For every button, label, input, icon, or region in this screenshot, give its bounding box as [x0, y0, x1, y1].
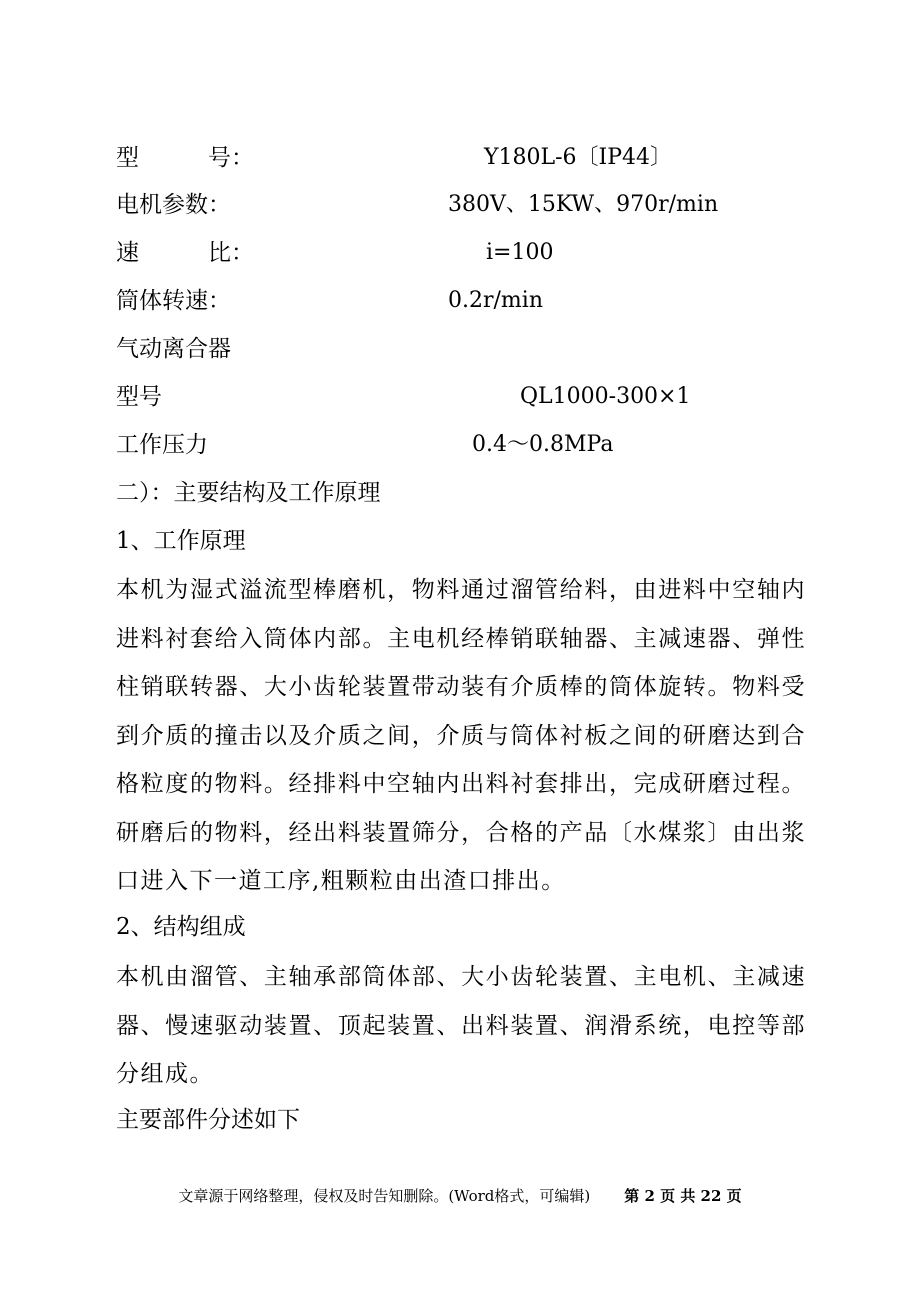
footer-note: 文章源于网络整理，侵权及时告知删除。(Word格式，可编辑): [178, 1187, 591, 1205]
spec-label-clutch-model: 型号: [116, 384, 162, 410]
spec-value-ratio: i=100: [486, 240, 554, 265]
spec-label-drum-speed: 筒体转速：: [116, 288, 231, 314]
parts-heading: 主要部件分述如下: [116, 1107, 300, 1133]
spec-value-motor-params: 380V、15KW、970r/min: [448, 192, 719, 217]
clutch-heading: 气动离合器: [116, 336, 231, 362]
sub2-heading: 2、结构组成: [116, 914, 246, 940]
spec-label-ratio: 速 比：: [116, 240, 254, 266]
spec-value-clutch-model: QL1000-300×1: [520, 384, 691, 409]
spec-value-work-pressure: 0.4～0.8MPa: [472, 432, 614, 457]
spec-label-work-pressure: 工作压力: [116, 432, 208, 458]
sub2-paragraph: 本机由溜管、主轴承部筒体部、大小齿轮装置、主电机、主减速器、慢速驱动装置、顶起装置、出料装置、润滑系统，电控等部分组成。: [116, 964, 806, 1087]
page-footer: [0, 1186, 920, 1206]
spec-value-drum-speed: 0.2r/min: [448, 288, 543, 313]
footer-page-info: 第 2 页 共 22 页: [624, 1187, 742, 1205]
section-heading: 二）：主要结构及工作原理: [116, 480, 381, 506]
sub1-heading: 1、工作原理: [116, 528, 246, 554]
spec-value-model: Y180L-6〔IP44〕: [484, 145, 673, 170]
spec-label-motor-params: 电机参数：: [116, 192, 231, 218]
sub1-paragraph: 本机为湿式溢流型棒磨机，物料通过溜管给料，由进料中空轴内进料衬套给入筒体内部。主电机经棒销联轴器、主减速器、弹性柱销联转器、大小齿轮装置带动装有介质棒的筒体旋转。物料受到介质的撞击以及介质之间，介质与筒体衬板之间的研磨达到合格粒度的物料。经排料中空轴内出料衬套排出，完成研磨过程。研磨后的物料，经出料装置筛分，合格的产品〔水煤浆〕由出浆口进入下一道工序,粗颗粒由出渣口排出。: [116, 577, 806, 894]
spec-label-model: 型 号：: [116, 145, 254, 171]
